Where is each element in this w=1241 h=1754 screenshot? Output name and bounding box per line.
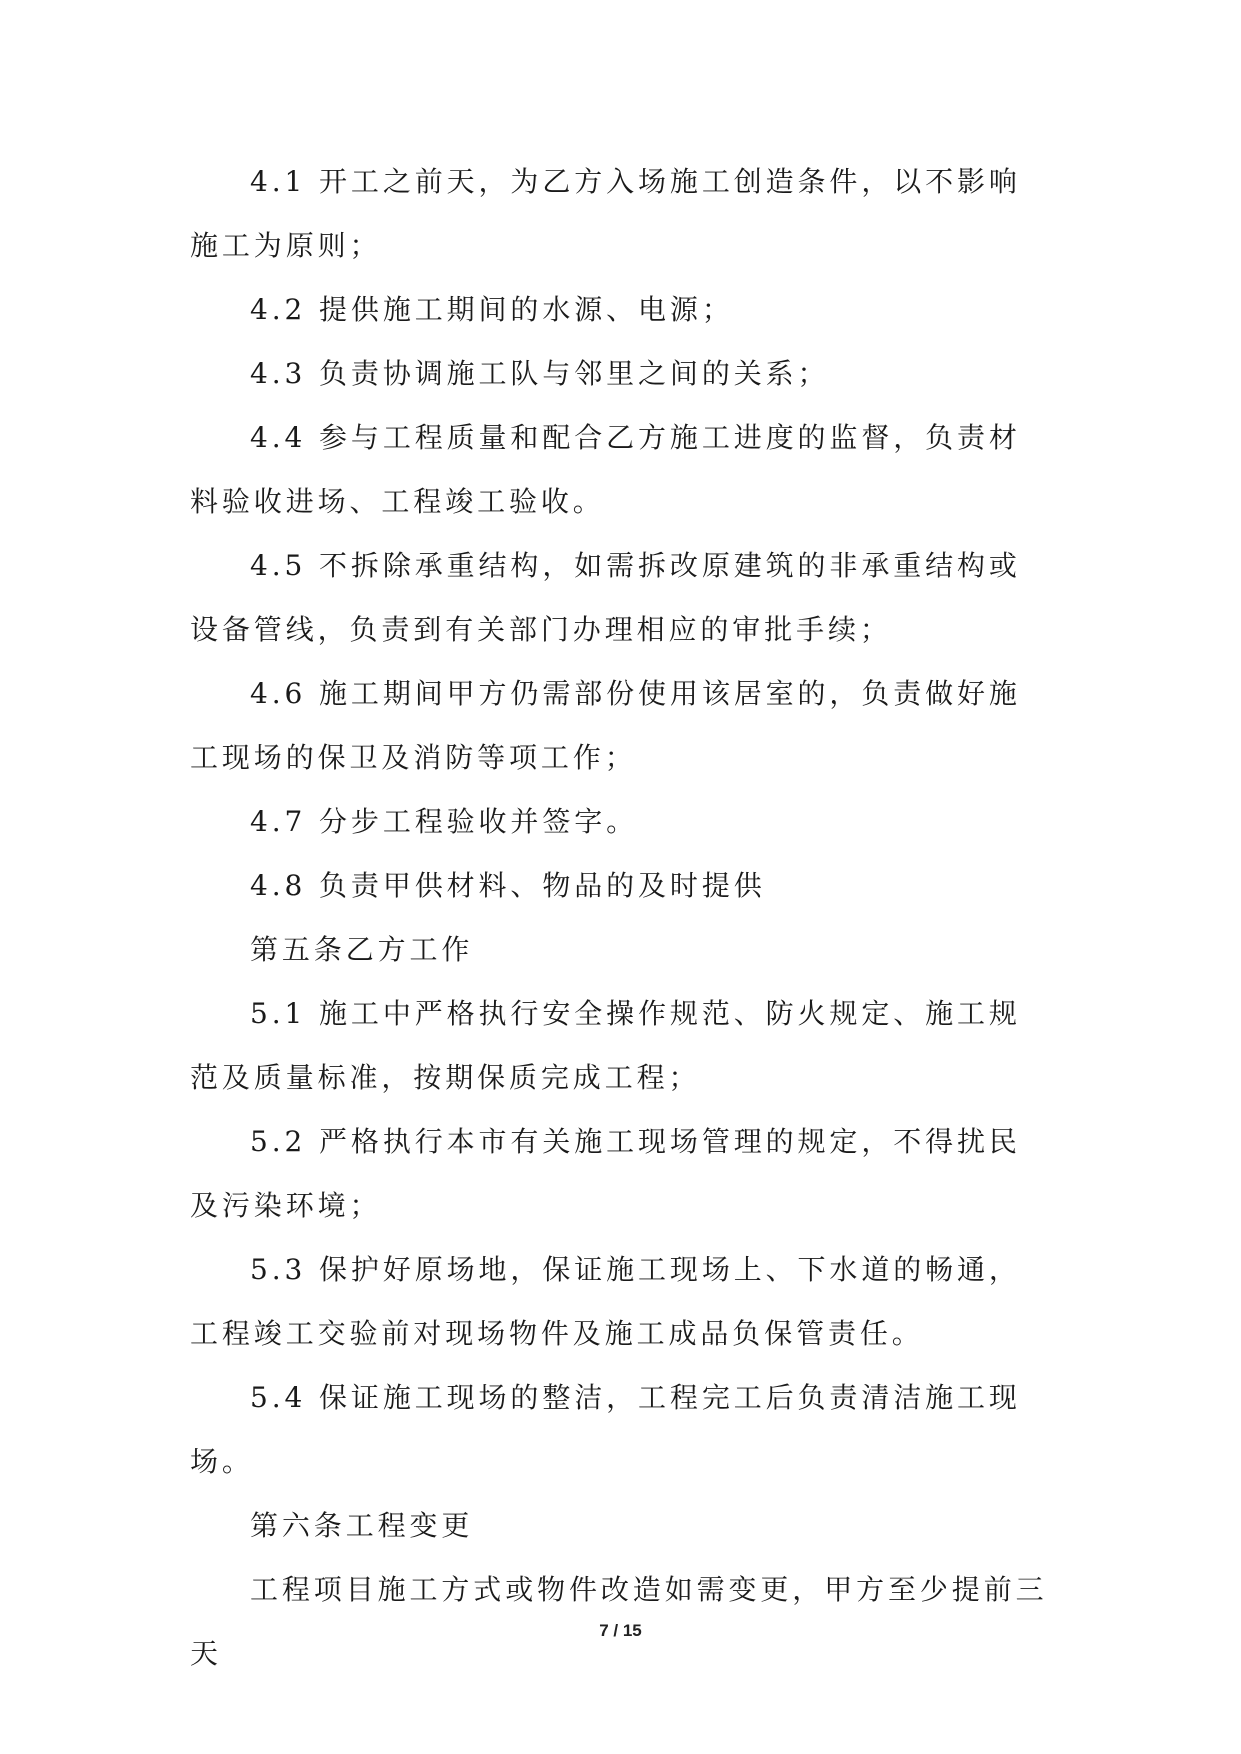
- section-heading-article-5: 第五条乙方工作: [250, 933, 474, 966]
- clause-4-7: 4.7 分步工程验收并签字。: [250, 805, 639, 838]
- clause-4-8: 4.8 负责甲供材料、物品的及时提供: [250, 869, 766, 902]
- clause-5-2: 5.2 严格执行本市有关施工现场管理的规定，不得扰民及污染环境；: [190, 1125, 1021, 1222]
- article-6-text: 工程项目施工方式或物件改造如需变更，甲方至少提前三天: [190, 1573, 1048, 1670]
- clause-4-2: 4.2 提供施工期间的水源、电源；: [250, 293, 734, 326]
- document-body: [190, 150, 1050, 1686]
- clause-4-5: 4.5 不拆除承重结构，如需拆改原建筑的非承重结构或设备管线，负责到有关部门办理相应的审批手续；: [190, 549, 1021, 646]
- clause-4-1: 4.1 开工之前天，为乙方入场施工创造条件，以不影响施工为原则；: [190, 165, 1021, 262]
- page-number: 7 / 15: [599, 1621, 642, 1640]
- clause-5-1: 5.1 施工中严格执行安全操作规范、防火规定、施工规范及质量标准，按期保质完成工程；: [190, 997, 1021, 1094]
- clause-5-4: 5.4 保证施工现场的整洁，工程完工后负责清洁施工现场。: [190, 1381, 1021, 1478]
- clause-4-3: 4.3 负责协调施工队与邻里之间的关系；: [250, 357, 830, 390]
- clause-4-6: 4.6 施工期间甲方仍需部份使用该居室的，负责做好施工现场的保卫及消防等项工作；: [190, 677, 1021, 774]
- clause-5-3: 5.3 保护好原场地，保证施工现场上、下水道的畅通，工程竣工交验前对现场物件及施工成品负保管责任。: [190, 1253, 1021, 1350]
- clause-4-4: 4.4 参与工程质量和配合乙方施工进度的监督，负责材料验收进场、工程竣工验收。: [190, 421, 1021, 518]
- section-heading-article-6: 第六条工程变更: [250, 1509, 474, 1542]
